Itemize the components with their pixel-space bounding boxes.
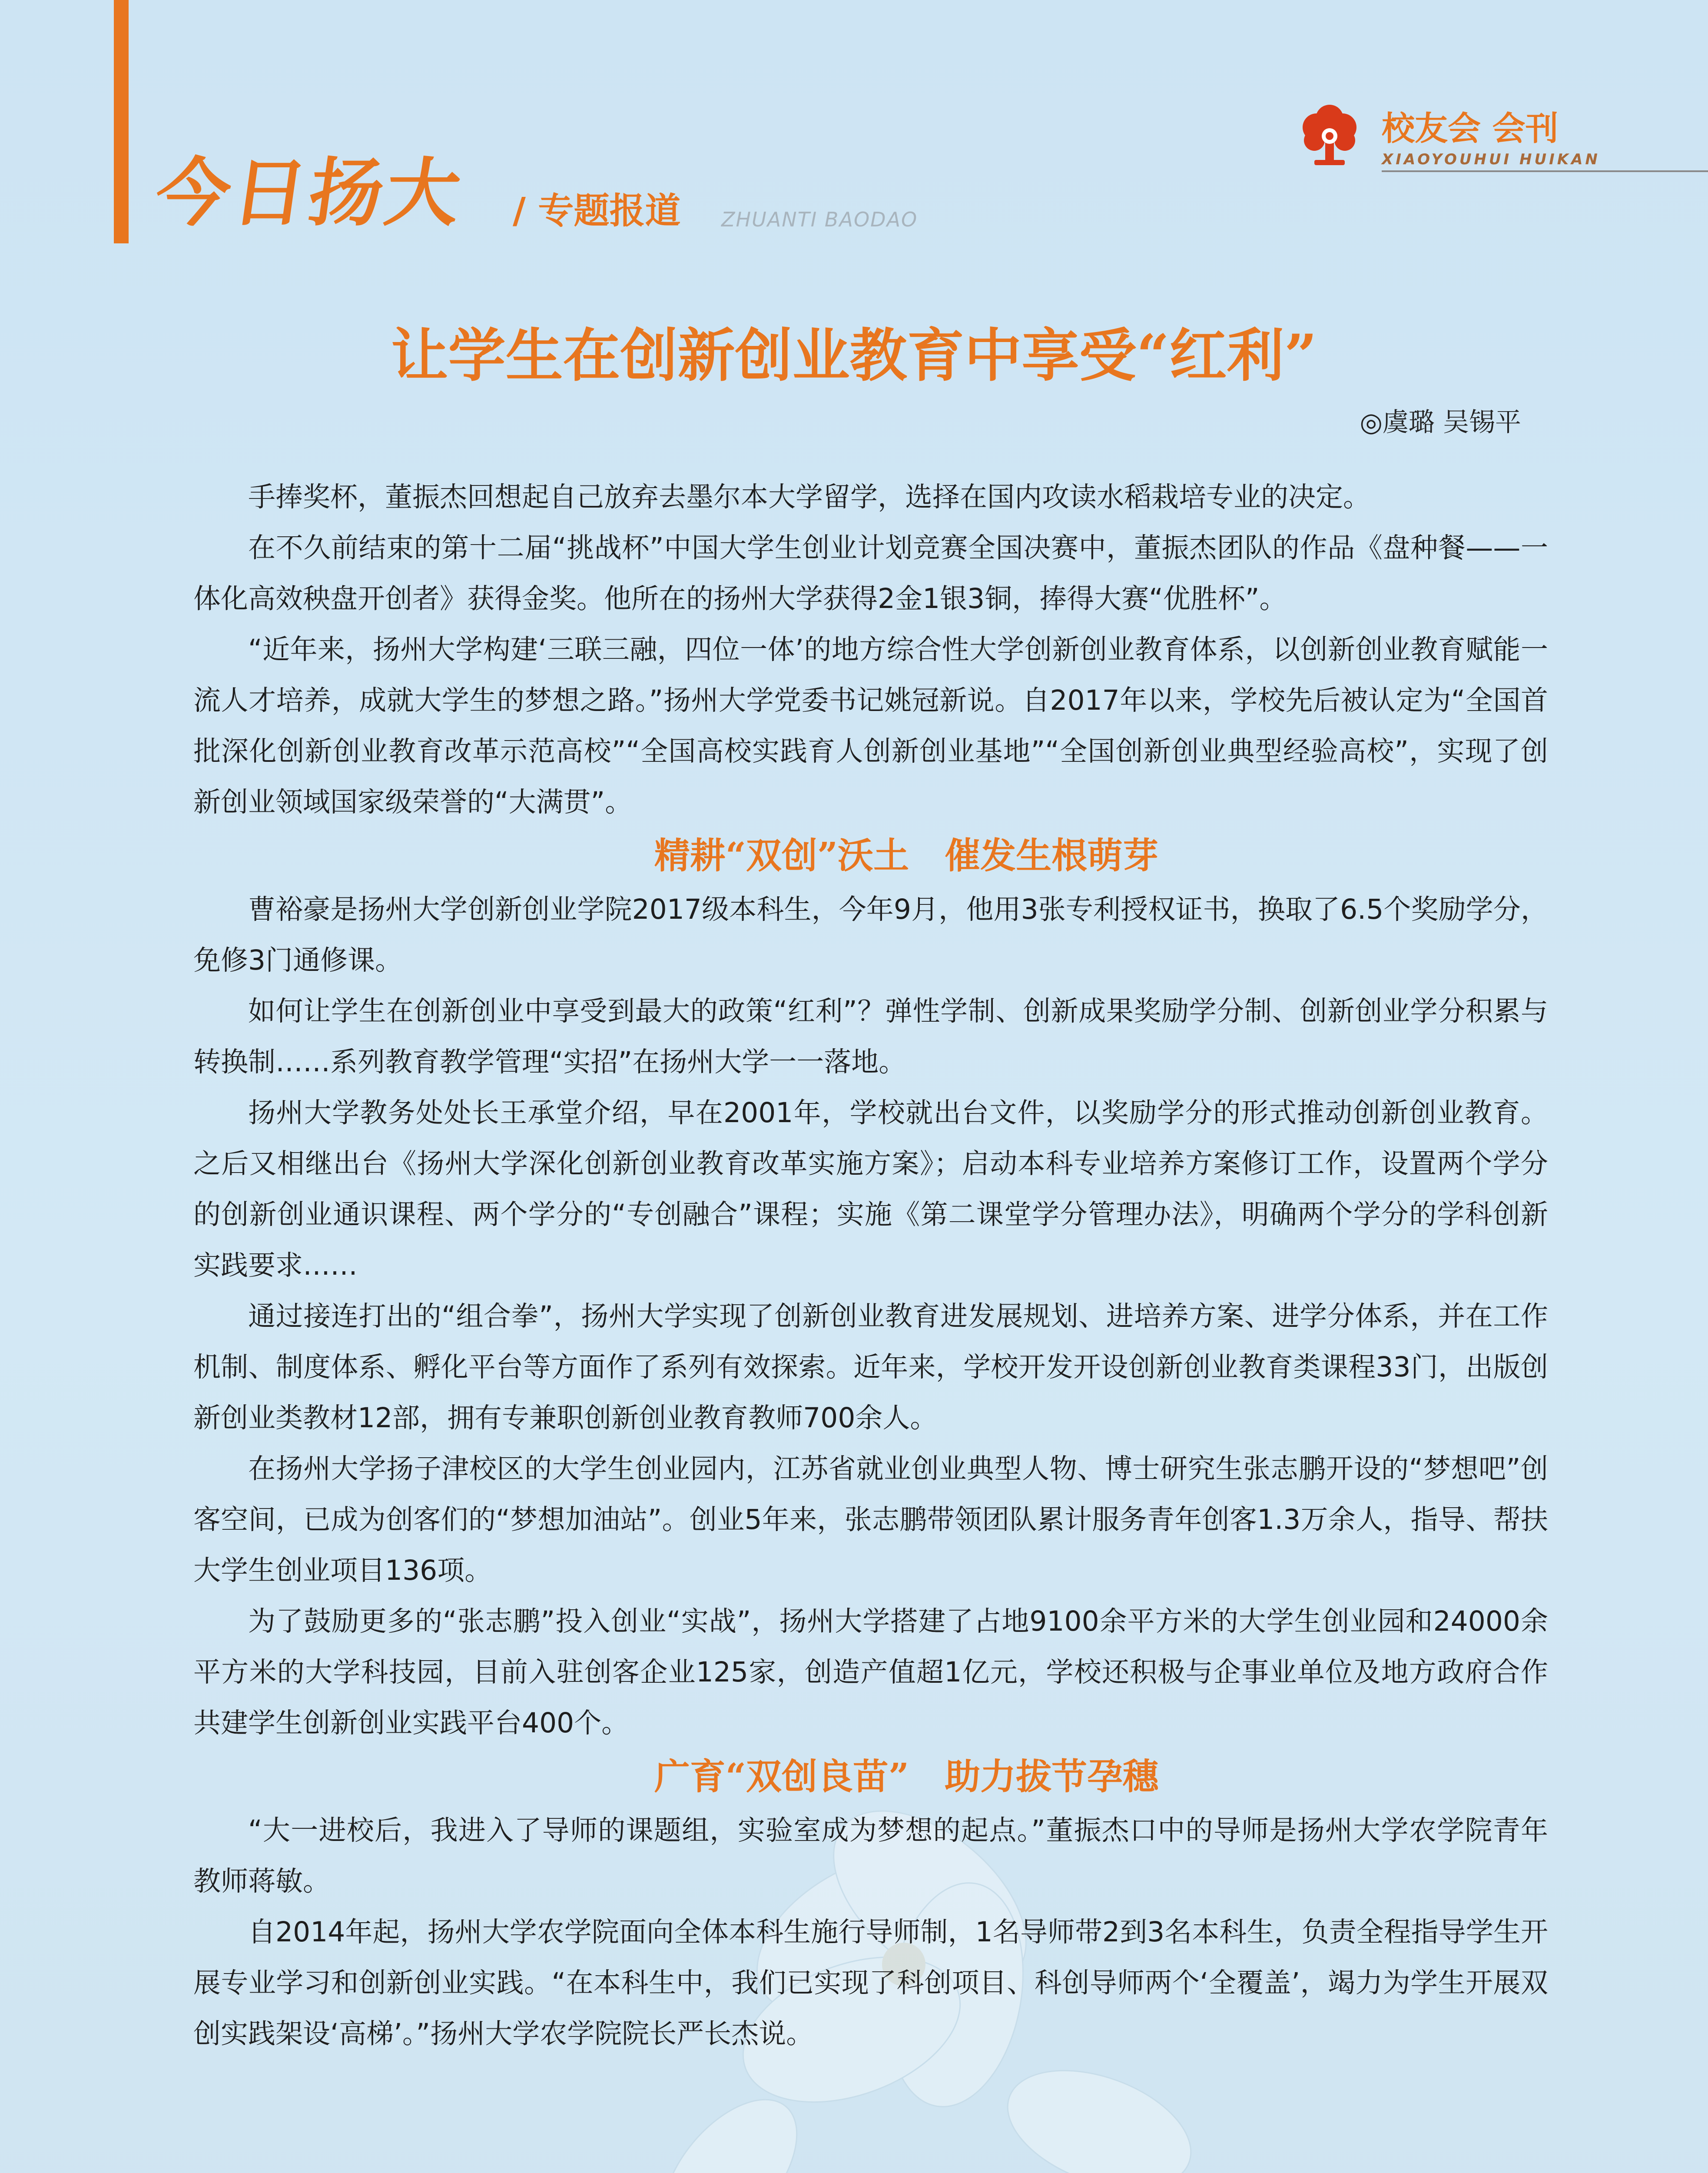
article-body (193, 472, 1548, 2059)
section-label: / 专题报道 (513, 190, 681, 232)
logo-title: 校友会 会刊 (1382, 109, 1559, 148)
section-heading-1: 精耕“双创”沃土 催发生根萌芽 (654, 835, 1159, 877)
paragraph: 在扬州大学扬子津校区的大学生创业园内，江苏省就业创业典型人物、博士研究生张志鹏开设的“梦想吧”创客空间，已成为创客们的“梦想加油站”。创业5年来，张志鹏带领团队累计服务青年创客1.3万余人，指导、帮扶大学生创业项目136项。 (193, 1453, 1548, 1586)
paragraph: 手捧奖杯，董振杰回想起自己放弃去墨尔本大学留学，选择在国内攻读水稻栽培专业的决定。 (248, 481, 1370, 513)
logo-pinyin: XIAOYOUHUI HUIKAN (1382, 151, 1600, 168)
section-heading-2: 广育“双创良苗” 助力拔节孕穗 (654, 1756, 1159, 1798)
paragraph: 通过接连打出的“组合拳”，扬州大学实现了创新创业教育进发展规划、进培养方案、进学分体系，并在工作机制、制度体系、孵化平台等方面作了系列有效探索。近年来，学校开发开设创新创业教育类课程33门，出版创新创业类教材12部，拥有专兼职创新创业教育教师700余人。 (193, 1300, 1548, 1434)
paragraph: 如何让学生在创新创业中享受到最大的政策“红利”？弹性学制、创新成果奖励学分制、创新创业学分积累与转换制……系列教育教学管理“实招”在扬州大学一一落地。 (193, 995, 1548, 1078)
paragraph: “大一进校后，我进入了导师的课题组，实验室成为梦想的起点。”董振杰口中的导师是扬州大学农学院青年教师蒋敏。 (193, 1814, 1548, 1897)
magazine-brand: 今日扬大 (150, 150, 468, 236)
paragraph: “近年来，扬州大学构建‘三联三融，四位一体’的地方综合性大学创新创业教育体系，以创新创业教育赋能一流人才培养，成就大学生的梦想之路。”扬州大学党委书记姚冠新说。自2017年以来，学校先后被认定为“全国首批深化创新创业教育改革示范高校”“全国高校实践育人创新创业基地”“全国创新创业典型经验高校”，实现了创新创业领域国家级荣誉的“大满贯”。 (193, 634, 1548, 818)
header-divider (1382, 170, 1708, 172)
article-title: 让学生在创新创业教育中享受“红利” (391, 322, 1317, 389)
alumni-association-logo-icon (1297, 103, 1362, 169)
paragraph: 在不久前结束的第十二届“挑战杯”中国大学生创业计划竞赛全国决赛中，董振杰团队的作品《盘种餐——一体化高效秧盘开创者》获得金奖。他所在的扬州大学获得2金1银3铜，捧得大赛“优胜杯”。 (193, 532, 1548, 615)
header-accent-bar (114, 0, 129, 243)
paragraph: 曹裕豪是扬州大学创新创业学院2017级本科生，今年9月，他用3张专利授权证书，换取了6.5个奖励学分，免修3门通修课。 (193, 894, 1548, 976)
paragraph: 扬州大学教务处处长王承堂介绍，早在2001年，学校就出台文件，以奖励学分的形式推动创新创业教育。之后又相继出台《扬州大学深化创新创业教育改革实施方案》；启动本科专业培养方案修订工作，设置两个学分的创新创业通识课程、两个学分的“专创融合”课程；实施《第二课堂学分管理办法》，明确两个学分的学科创新实践要求…… (193, 1097, 1548, 1281)
paragraph: 为了鼓励更多的“张志鹏”投入创业“实战”，扬州大学搭建了占地9100余平方米的大学生创业园和24000余平方米的大学科技园，目前入驻创客企业125家，创造产值超1亿元，学校还积极与企事业单位及地方政府合作共建学生创新创业实践平台400个。 (193, 1605, 1548, 1739)
section-pinyin: ZHUANTI BAODAO (721, 208, 918, 231)
article-authors: ◎虞璐 吴锡平 (1360, 407, 1521, 438)
paragraph: 自2014年起，扬州大学农学院面向全体本科生施行导师制，1名导师带2到3名本科生，负责全程指导学生开展专业学习和创新创业实践。“在本科生中，我们已实现了科创项目、科创导师两个‘全覆盖’，竭力为学生开展双创实践架设‘高梯’。”扬州大学农学院院长严长杰说。 (193, 1916, 1548, 2050)
